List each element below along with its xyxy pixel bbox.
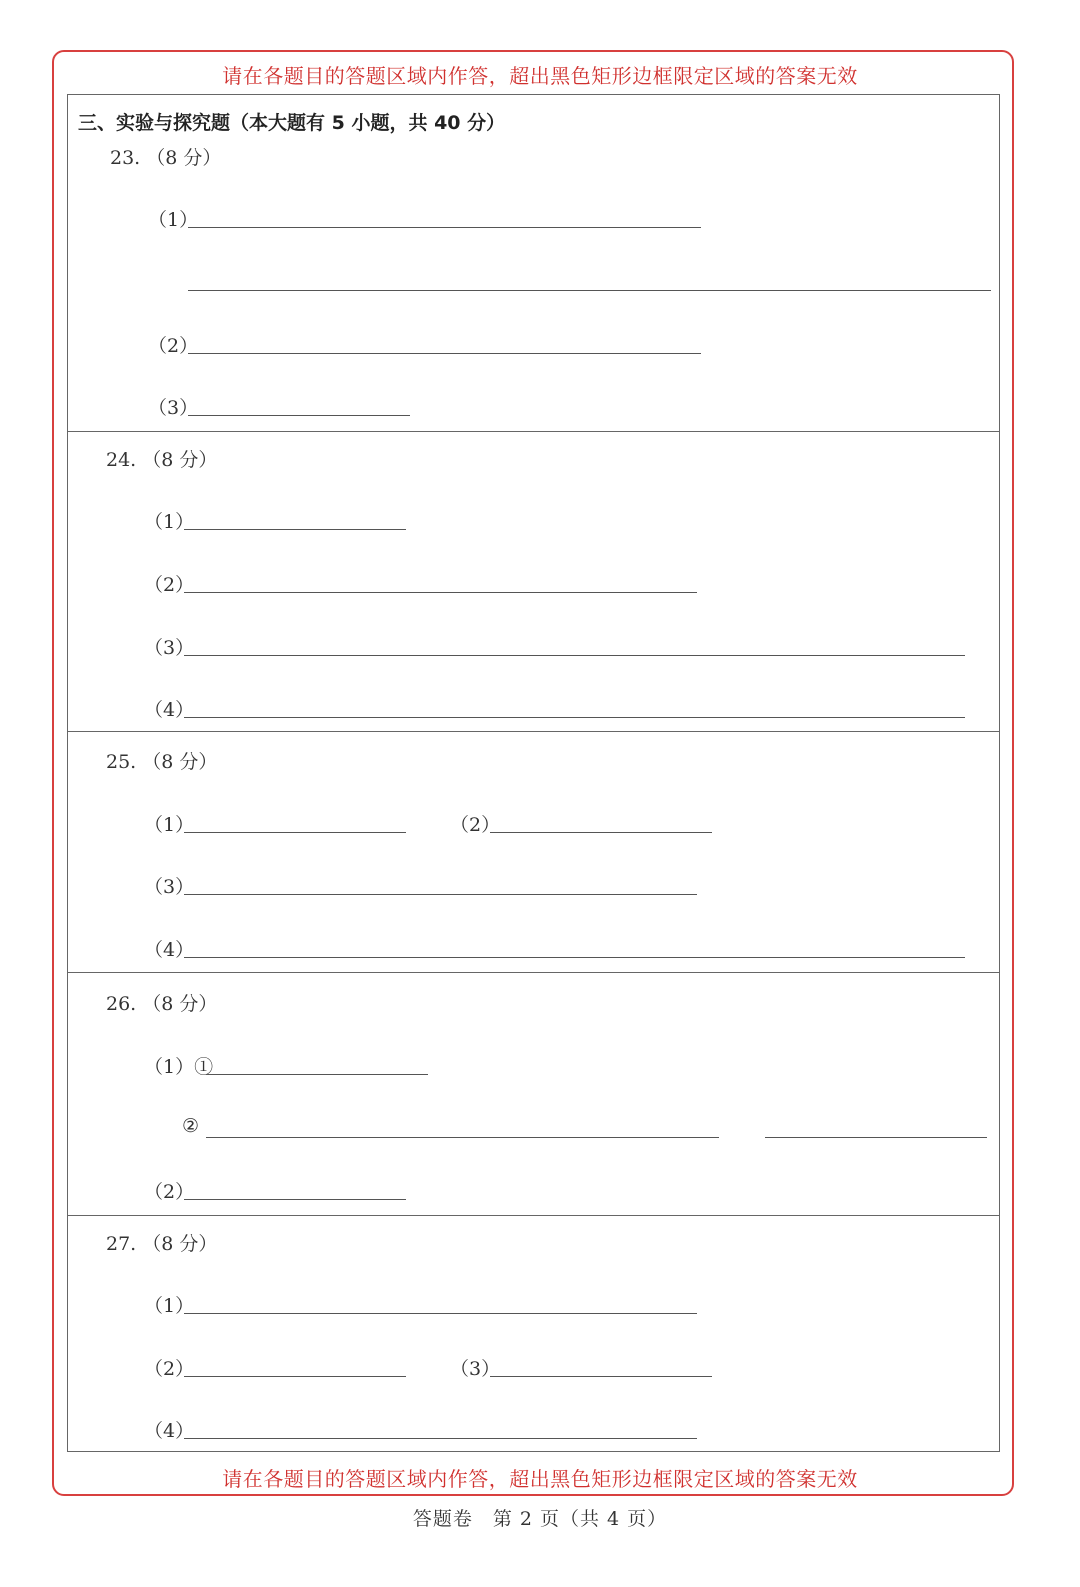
- q27-label-2: （2）: [144, 1358, 195, 1380]
- q26-title: 26. （8 分）: [106, 993, 218, 1015]
- separator-27: [67, 1215, 1000, 1216]
- q27-answer-1[interactable]: [184, 1313, 697, 1314]
- q24-answer-2[interactable]: [184, 592, 697, 593]
- q27-answer-3[interactable]: [490, 1376, 712, 1377]
- q25-answer-2[interactable]: [490, 832, 712, 833]
- bottom-warning: 请在各题目的答题区域内作答，超出黑色矩形边框限定区域的答案无效: [222, 1467, 858, 1491]
- q26-label-1b: ②: [182, 1115, 200, 1137]
- q25-label-2: （2）: [450, 814, 501, 836]
- q27-label-1: （1）: [144, 1295, 195, 1317]
- q23-label-1: （1）: [148, 209, 199, 231]
- q24-title: 24. （8 分）: [106, 449, 218, 471]
- q23-answer-2[interactable]: [188, 353, 701, 354]
- q26-answer-1a[interactable]: [206, 1074, 428, 1075]
- q25-answer-3[interactable]: [184, 894, 697, 895]
- q24-answer-1[interactable]: [184, 529, 406, 530]
- q23-label-3: （3）: [148, 397, 199, 419]
- separator-25: [67, 731, 1000, 732]
- section-title: 三、实验与探究题（本大题有 5 小题，共 40 分）: [78, 112, 506, 134]
- q27-answer-2[interactable]: [184, 1376, 406, 1377]
- q25-answer-1[interactable]: [184, 832, 406, 833]
- q23-answer-1b[interactable]: [188, 290, 991, 291]
- q24-label-4: （4）: [144, 699, 195, 721]
- q23-title: 23. （8 分）: [110, 147, 222, 169]
- q26-answer-1b[interactable]: [206, 1137, 719, 1138]
- separator-26: [67, 972, 1000, 973]
- page-footer: 答题卷 第 2 页（共 4 页）: [412, 1508, 668, 1530]
- q23-answer-1a[interactable]: [188, 227, 701, 228]
- q25-title: 25. （8 分）: [106, 751, 218, 773]
- q23-label-2: （2）: [148, 335, 199, 357]
- separator-24: [67, 431, 1000, 432]
- q27-title: 27. （8 分）: [106, 1233, 218, 1255]
- q24-answer-4[interactable]: [184, 717, 965, 718]
- top-warning: 请在各题目的答题区域内作答，超出黑色矩形边框限定区域的答案无效: [222, 64, 858, 88]
- q26-answer-1c[interactable]: [765, 1137, 987, 1138]
- q27-label-3: （3）: [450, 1358, 501, 1380]
- q25-label-4: （4）: [144, 939, 195, 961]
- q26-label-2: （2）: [144, 1181, 195, 1203]
- q25-label-3: （3）: [144, 876, 195, 898]
- q23-answer-3[interactable]: [188, 415, 410, 416]
- q25-label-1: （1）: [144, 814, 195, 836]
- q24-answer-3[interactable]: [184, 655, 965, 656]
- q27-label-4: （4）: [144, 1420, 195, 1442]
- q25-answer-4[interactable]: [184, 957, 965, 958]
- q26-answer-2[interactable]: [184, 1199, 406, 1200]
- q24-label-2: （2）: [144, 574, 195, 596]
- q27-answer-4[interactable]: [184, 1438, 697, 1439]
- q24-label-1: （1）: [144, 511, 195, 533]
- q24-label-3: （3）: [144, 637, 195, 659]
- q26-label-1: （1）①: [144, 1056, 214, 1078]
